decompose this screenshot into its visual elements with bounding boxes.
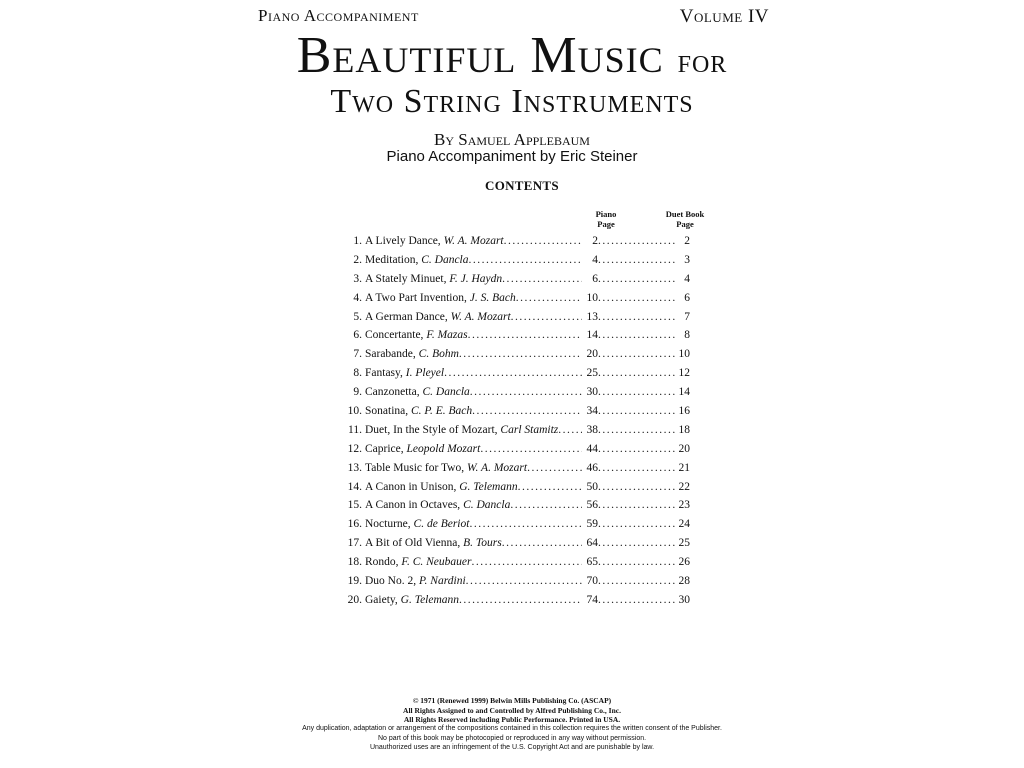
entry-composer: W. A. Mozart <box>443 235 504 247</box>
entry-duet-page: 23 <box>678 499 690 512</box>
entry-composer: W. A. Mozart <box>450 310 511 323</box>
copyright-notice <box>0 696 1024 725</box>
legal-notice <box>0 724 1024 753</box>
entry-piece-title: Duo No. 2, <box>365 575 419 588</box>
entry-duet-page: 21 <box>678 461 690 474</box>
entry-number: 18. <box>347 556 362 569</box>
contents-entry <box>340 251 690 270</box>
legal-line: No part of this book may be photocopied or reproduced in any way without permission. <box>377 734 647 742</box>
dot-leader <box>510 496 582 515</box>
entry-duet-page: 24 <box>678 518 690 531</box>
entry-duet-page: 14 <box>678 386 690 399</box>
entry-duet-page: 3 <box>684 253 690 266</box>
dot-leader <box>502 270 582 289</box>
entry-composer: C. Dancla <box>463 499 511 512</box>
entry-composer: G. Telemann <box>459 480 518 493</box>
contents-entry <box>340 270 690 289</box>
entry-composer: C. Dancla <box>421 253 469 266</box>
entry-piece-title: Table Music for Two, <box>365 461 467 474</box>
header-volume-label: Volume IV <box>679 6 769 27</box>
dot-leader <box>466 572 582 591</box>
dot-leader <box>598 553 676 572</box>
entry-duet-page: 20 <box>678 442 690 455</box>
entry-piece-title: Canzonetta, <box>365 386 423 399</box>
dot-leader <box>598 326 676 345</box>
entry-composer: Carl Stamitz <box>500 423 559 436</box>
entry-piano-page: 2 <box>592 235 598 247</box>
contents-entry <box>340 308 690 327</box>
entry-piano-page: 13 <box>586 310 598 323</box>
entry-title <box>365 496 510 515</box>
entry-number: 15. <box>347 499 362 512</box>
legal-line: Any duplication, adaptation or arrangement of the compositions contained in this collection requires the written consent of the Publisher. <box>302 725 722 732</box>
author-byline: By Samuel Applebaum <box>434 130 590 149</box>
entry-number: 9. <box>353 386 362 399</box>
accompaniment-credit: Piano Accompaniment by Eric Steiner <box>386 148 638 165</box>
dot-leader <box>598 308 676 327</box>
copyright-line: © 1971 (Renewed 1999) Belwin Mills Publishing Co. (ASCAP) <box>412 696 612 705</box>
entry-title <box>365 440 480 459</box>
entry-piece-title: A Stately Minuet, <box>365 272 450 285</box>
dot-leader <box>598 496 676 515</box>
dot-leader <box>598 421 676 440</box>
entry-composer: P. Nardini <box>419 575 466 588</box>
entry-number: 2. <box>353 253 362 266</box>
entry-composer: C. Bohm <box>418 348 459 361</box>
entry-piece-title: A Lively Dance, <box>365 235 444 247</box>
entry-composer: I. Pleyel <box>405 367 445 380</box>
contents-entry <box>340 496 690 515</box>
entry-title <box>365 232 504 251</box>
contents-entry <box>340 402 690 421</box>
entry-piano-page: 4 <box>592 253 598 266</box>
entry-title <box>365 308 511 327</box>
entry-piano-page: 65 <box>586 556 598 569</box>
copyright-line: All Rights Reserved including Public Performance. Printed in USA. <box>403 715 621 724</box>
entry-composer: F. J. Haydn <box>449 272 503 285</box>
entry-number: 14. <box>347 480 362 493</box>
entry-piece-title: Rondo, <box>365 556 402 569</box>
entry-piano-page: 20 <box>586 348 598 361</box>
entry-number: 12. <box>347 442 362 455</box>
entry-composer: F. Mazas <box>426 329 468 342</box>
entry-number: 17. <box>347 537 362 550</box>
entry-composer: C. Dancla <box>422 386 470 399</box>
entry-number: 19. <box>347 575 362 588</box>
entry-duet-page: 2 <box>684 235 690 247</box>
entry-composer: Leopold Mozart <box>406 442 481 455</box>
entry-piano-page: 64 <box>586 537 598 550</box>
entry-piece-title: Caprice, <box>365 442 407 455</box>
entry-composer: C. de Beriot <box>413 518 470 531</box>
dot-leader <box>598 459 676 478</box>
contents-entry <box>340 459 690 478</box>
contents-entry <box>340 345 690 364</box>
entry-duet-page: 16 <box>678 405 690 418</box>
entry-title <box>365 402 472 421</box>
contents-entry <box>340 515 690 534</box>
book-title-for: for <box>677 43 728 80</box>
contents-entry <box>340 326 690 345</box>
entry-number: 8. <box>353 367 362 380</box>
entry-composer: C. P. E. Bach <box>411 405 473 418</box>
dot-leader <box>558 421 582 440</box>
entry-piano-page: 38 <box>586 423 598 436</box>
dot-leader <box>444 364 582 383</box>
dot-leader <box>518 478 582 497</box>
entry-title <box>365 289 516 308</box>
entry-piano-page: 6 <box>592 272 598 285</box>
dot-leader <box>511 308 582 327</box>
entry-piano-page: 10 <box>586 291 598 304</box>
entry-piece-title: Sonatina, <box>365 405 411 418</box>
entry-number: 13. <box>347 461 362 474</box>
entry-piano-page: 59 <box>586 518 598 531</box>
book-title-main: Beautiful Music <box>296 27 664 84</box>
entry-piano-page: 34 <box>586 405 598 418</box>
entry-title <box>365 534 502 553</box>
table-of-contents <box>340 232 690 610</box>
entry-piece-title: Concertante, <box>365 329 427 342</box>
dot-leader <box>502 534 582 553</box>
dot-leader <box>598 402 676 421</box>
dot-leader <box>472 402 582 421</box>
contents-entry <box>340 383 690 402</box>
dot-leader <box>459 591 582 610</box>
dot-leader <box>504 232 582 251</box>
dot-leader <box>472 553 583 572</box>
contents-entry <box>340 364 690 383</box>
dot-leader <box>598 251 676 270</box>
column-header-piano-line1: Piano <box>595 209 617 219</box>
entry-piece-title: A Bit of Old Vienna, <box>365 537 464 550</box>
dot-leader <box>459 345 582 364</box>
entry-title <box>365 591 459 610</box>
column-header-duet-line1: Duet Book <box>665 209 705 219</box>
entry-number: 10. <box>347 405 362 418</box>
entry-piano-page: 70 <box>586 575 598 588</box>
entry-piece-title: A Two Part Invention, <box>365 291 470 304</box>
entry-title <box>365 326 468 345</box>
column-header-piano-line2: Page <box>597 219 615 229</box>
entry-title <box>365 515 469 534</box>
entry-piece-title: Fantasy, <box>365 367 406 380</box>
dot-leader <box>598 534 676 553</box>
dot-leader <box>469 251 583 270</box>
entry-title <box>365 270 502 289</box>
entry-duet-page: 25 <box>678 537 690 550</box>
entry-piece-title: A German Dance, <box>365 310 451 323</box>
entry-number: 1. <box>353 235 362 247</box>
entry-composer: F. C. Neubauer <box>401 556 472 569</box>
entry-number: 6. <box>353 329 362 342</box>
entry-piece-title: Sarabande, <box>365 348 419 361</box>
entry-piano-page: 46 <box>586 461 598 474</box>
contents-entry <box>340 553 690 572</box>
contents-entry <box>340 289 690 308</box>
contents-entry <box>340 478 690 497</box>
entry-piano-page: 14 <box>586 329 598 342</box>
column-header-piano-page <box>571 209 641 229</box>
dot-leader <box>598 345 676 364</box>
contents-entry <box>340 534 690 553</box>
entry-duet-page: 10 <box>678 348 690 361</box>
entry-duet-page: 18 <box>678 423 690 436</box>
entry-piece-title: Nocturne, <box>365 518 414 531</box>
contents-heading: CONTENTS <box>485 178 559 193</box>
entry-number: 7. <box>353 348 362 361</box>
entry-piano-page: 25 <box>586 367 598 380</box>
entry-piano-page: 44 <box>586 442 598 455</box>
book-title <box>0 28 1024 90</box>
copyright-line: All Rights Assigned to and Controlled by Alfred Publishing Co., Inc. <box>403 705 621 715</box>
column-header-duet-line2: Page <box>676 219 694 229</box>
dot-leader <box>469 515 582 534</box>
dot-leader <box>598 515 676 534</box>
dot-leader <box>598 364 676 383</box>
entry-number: 20. <box>347 593 362 606</box>
entry-piece-title: Gaiety, <box>365 593 401 606</box>
entry-title <box>365 572 466 591</box>
dot-leader <box>598 270 676 289</box>
entry-duet-page: 26 <box>678 556 690 569</box>
book-subtitle: Two String Instruments <box>330 83 694 120</box>
dot-leader <box>470 383 582 402</box>
entry-piece-title: A Canon in Octaves, <box>365 499 464 512</box>
entry-title <box>365 459 527 478</box>
contents-entry <box>340 440 690 459</box>
dot-leader <box>598 478 676 497</box>
dot-leader <box>468 326 582 345</box>
entry-piano-page: 50 <box>586 480 598 493</box>
entry-duet-page: 7 <box>684 310 690 323</box>
contents-entry <box>340 591 690 610</box>
dot-leader <box>598 591 676 610</box>
dot-leader <box>516 289 582 308</box>
legal-line: Unauthorized uses are an infringement of the U.S. Copyright Act and are punishable by law. <box>369 744 655 751</box>
contents-entry <box>340 232 690 251</box>
contents-entry <box>340 572 690 591</box>
entry-title <box>365 251 469 270</box>
entry-duet-page: 6 <box>684 291 690 304</box>
entry-composer: W. A. Mozart <box>466 461 528 474</box>
entry-duet-page: 30 <box>678 593 690 606</box>
entry-number: 3. <box>353 272 362 285</box>
entry-title <box>365 553 472 572</box>
entry-duet-page: 4 <box>684 272 690 285</box>
entry-duet-page: 12 <box>678 367 690 380</box>
header-left-label: Piano Accompaniment <box>258 6 419 25</box>
entry-title <box>365 421 558 440</box>
entry-duet-page: 28 <box>678 575 690 588</box>
entry-piano-page: 74 <box>586 593 598 606</box>
entry-number: 11. <box>348 423 362 436</box>
entry-number: 16. <box>347 518 362 531</box>
entry-title <box>365 383 470 402</box>
entry-title <box>365 364 444 383</box>
entry-duet-page: 22 <box>678 480 690 493</box>
entry-composer: J. S. Bach <box>469 291 516 304</box>
entry-piece-title: Duet, In the Style of Mozart, <box>365 423 501 436</box>
entry-composer: B. Tours <box>463 537 502 550</box>
entry-piece-title: Meditation, <box>365 253 422 266</box>
dot-leader <box>598 289 676 308</box>
entry-title <box>365 478 518 497</box>
dot-leader <box>527 459 582 478</box>
entry-duet-page: 8 <box>684 329 690 342</box>
column-header-duet-page <box>650 209 720 229</box>
entry-number: 4. <box>353 291 362 304</box>
dot-leader <box>598 232 676 251</box>
entry-number: 5. <box>353 310 362 323</box>
dot-leader <box>598 572 676 591</box>
entry-piece-title: A Canon in Unison, <box>365 480 460 493</box>
dot-leader <box>480 440 582 459</box>
entry-title <box>365 345 459 364</box>
dot-leader <box>598 440 676 459</box>
entry-composer: G. Telemann <box>400 593 460 606</box>
contents-entry <box>340 421 690 440</box>
dot-leader <box>598 383 676 402</box>
entry-piano-page: 56 <box>586 499 598 512</box>
entry-piano-page: 30 <box>586 386 598 399</box>
